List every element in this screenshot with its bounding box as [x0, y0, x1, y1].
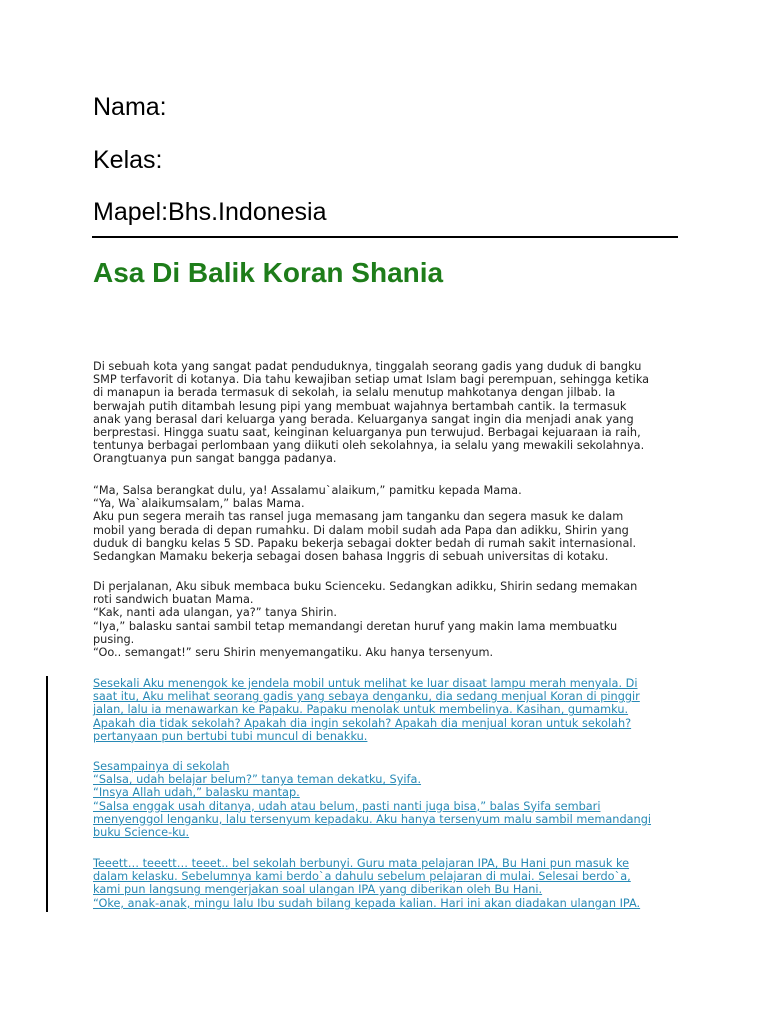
paragraph-1: [93, 360, 683, 466]
text-line: “Oo.. semangat!” seru Shirin menyemangatiku. Aku hanya tersenyum.: [93, 646, 494, 660]
field-kelas: Kelas:: [93, 146, 163, 174]
header-divider: [92, 236, 678, 238]
paragraph-2: [93, 484, 683, 563]
text-line: mobil yang berada di depan rumahku. Di dalam mobil sudah ada Papa dan adikku, Shirin yang: [93, 523, 629, 537]
margin-change-bar: [46, 676, 48, 912]
field-nama: Nama:: [93, 93, 167, 121]
link-line[interactable]: kami pun langsung mengerjakan soal ulangan IPA yang diberikan oleh Bu Hani.: [93, 883, 543, 897]
text-line: duduk di bangku kelas 5 SD. Papaku bekerja sebagai dokter bedah di rumah sakit internasional.: [93, 536, 637, 550]
link-line[interactable]: menyenggol lenganku, lalu tersenyum kepadaku. Aku hanya tersenyum malu sambil memandangi: [93, 812, 652, 826]
text-line: “Ma, Salsa berangkat dulu, ya! Assalamu`alaikum,” pamitku kepada Mama.: [93, 484, 522, 497]
text-line: berprestasi. Hingga suatu saat, keinginan keluarganya pun terwujud. Berbagai kejuaraan ia raih,: [93, 426, 641, 440]
paragraph-3: [93, 580, 683, 659]
text-line: berwajah putih ditambah lesung pipi yang membuat wajahnya bertambah cantik. Ia termasuk: [93, 399, 627, 413]
link-line[interactable]: dalam kelasku. Sebelumnya kami berdo`a dahulu sebelum pelajaran di mulai. Selesai berdo`a,: [93, 870, 631, 884]
link-line[interactable]: Teeett… teeett… teeet.. bel sekolah berbunyi. Guru mata pelajaran IPA, Bu Hani pun masuk ke: [93, 857, 630, 870]
text-line: SMP terfavorit di kotanya. Dia tahu kewajiban setiap umat Islam bagi perempuan, sehingga ketika: [93, 373, 650, 387]
story-title: Asa Di Balik Koran Shania: [93, 257, 444, 288]
text-line: tentunya berbagai perlombaan yang diikuti oleh sekolahnya, ia selalu yang mewakili sekolahnya.: [93, 439, 645, 453]
paragraph-5-link[interactable]: [93, 760, 683, 839]
text-line: Di perjalanan, Aku sibuk membaca buku Scienceku. Sedangkan adikku, Shirin sedang memakan: [93, 580, 638, 593]
link-line[interactable]: Sesampainya di sekolah: [93, 760, 230, 773]
link-line[interactable]: buku Science-ku.: [93, 826, 190, 840]
text-line: “Iya,” balasku santai sambil tetap memandangi deretan huruf yang makin lama membuatku: [93, 619, 618, 633]
text-line: Sedangkan Mamaku bekerja sebagai dosen bahasa Inggris di sebuah universitas di kotaku.: [93, 550, 609, 564]
paragraph-4-link[interactable]: [93, 677, 683, 743]
link-line[interactable]: “Insya Allah udah,” balasku mantap.: [93, 786, 300, 800]
link-line[interactable]: “Salsa, udah belajar belum?” tanya teman dekatku, Syifa.: [93, 773, 422, 787]
field-mapel: Mapel:Bhs.Indonesia: [93, 198, 327, 226]
link-line[interactable]: saat itu, Aku melihat seorang gadis yang sebaya denganku, dia sedang menjual Koran di pinggir: [93, 690, 640, 704]
text-line: Orangtuanya pun sangat bangga padanya.: [93, 452, 337, 466]
text-line: Di sebuah kota yang sangat padat penduduknya, tinggalah seorang gadis yang duduk di bangku: [93, 360, 642, 373]
text-line: “Ya, Wa`alaikumsalam,” balas Mama.: [93, 497, 305, 511]
text-line: anak yang berasal dari keluarga yang berada. Keluarganya sangat ingin dia menjadi anak yang: [93, 412, 634, 426]
text-line: di manapun ia berada termasuk di sekolah, ia selalu menutup mahkotanya dengan jilbab. Ia: [93, 386, 616, 400]
paragraph-6-link[interactable]: [93, 857, 683, 910]
link-line[interactable]: “Oke, anak-anak, mingu lalu Ibu sudah bilang kepada kalian. Hari ini akan diadakan ulangan IPA.: [93, 896, 641, 910]
text-line: pusing.: [93, 632, 135, 646]
text-line: “Kak, nanti ada ulangan, ya?” tanya Shirin.: [93, 606, 337, 620]
link-line[interactable]: pertanyaan pun bertubi tubi muncul di benakku.: [93, 729, 368, 743]
link-line[interactable]: Sesekali Aku menengok ke jendela mobil untuk melihat ke luar disaat lampu merah menyala. Di: [93, 677, 638, 690]
link-line[interactable]: jalan, lalu ia menawarkan ke Papaku. Papaku menolak untuk membelinya. Kasihan, gumamku.: [93, 703, 629, 717]
link-line[interactable]: Apakah dia tidak sekolah? Apakah dia ingin sekolah? Apakah dia menjual koran untuk sekolah?: [93, 716, 632, 730]
text-line: Aku pun segera meraih tas ransel juga memasang jam tanganku dan segera masuk ke dalam: [93, 510, 624, 524]
link-line[interactable]: “Salsa enggak usah ditanya, udah atau belum, pasti nanti juga bisa,” balas Syifa sembari: [93, 799, 601, 813]
text-line: roti sandwich buatan Mama.: [93, 593, 254, 607]
